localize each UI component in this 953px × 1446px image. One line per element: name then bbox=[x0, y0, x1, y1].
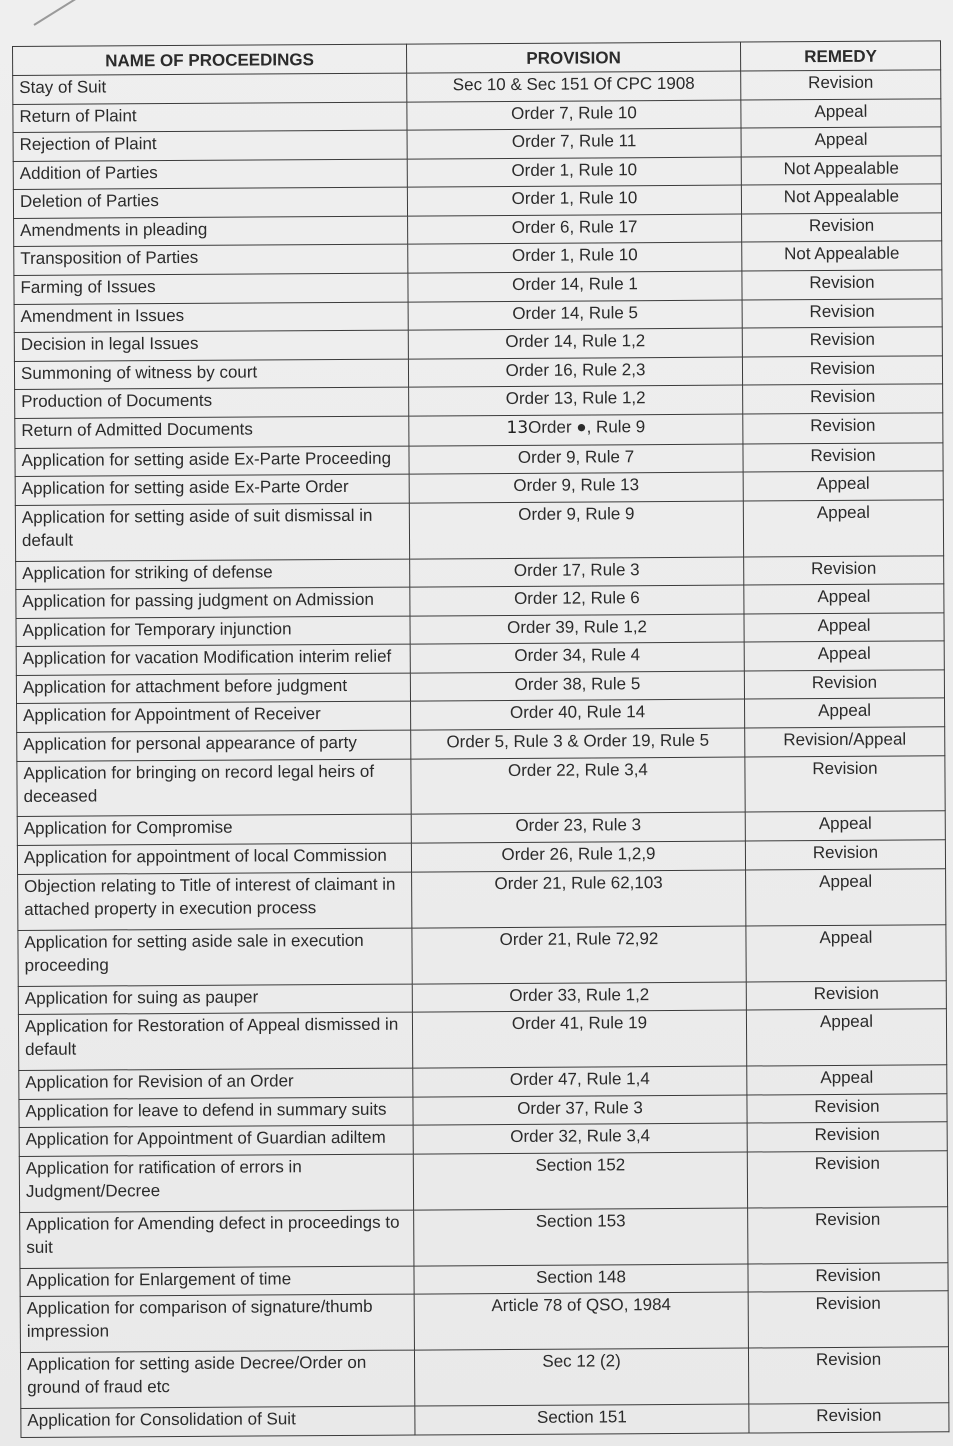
proceeding-name-cell: Stay of Suit bbox=[13, 73, 407, 104]
proceeding-name-cell: Application for comparison of signature/thumb impression bbox=[20, 1294, 414, 1352]
table-row bbox=[20, 1291, 948, 1353]
remedy-cell: Revision/Appeal bbox=[745, 727, 945, 757]
provision-cell: Order 1, Rule 10 bbox=[407, 185, 741, 216]
provision-cell: Order 14, Rule 5 bbox=[408, 300, 742, 331]
provision-cell: Order 1, Rule 10 bbox=[407, 157, 741, 188]
proceeding-name-cell: Amendment in Issues bbox=[14, 302, 408, 333]
provision-cell: Order 32, Rule 3,4 bbox=[413, 1123, 747, 1154]
proceedings-table bbox=[12, 40, 949, 1438]
remedy-cell: Appeal bbox=[741, 98, 941, 128]
proceeding-name-cell: Application for bringing on record legal heirs of deceased bbox=[17, 759, 411, 817]
provision-cell: Section 152 bbox=[413, 1152, 747, 1210]
provision-cell: Order 9, Rule 13 bbox=[409, 472, 743, 503]
remedy-cell: Appeal bbox=[741, 127, 941, 157]
proceeding-name-cell: Application for setting aside Ex-Parte Order bbox=[15, 474, 409, 505]
provision-text: Order ●, Rule 9 bbox=[528, 416, 646, 437]
provision-cell: Order 26, Rule 1,2,9 bbox=[411, 841, 745, 872]
proceeding-name-cell: Application for Restoration of Appeal dismissed in default bbox=[18, 1012, 412, 1070]
remedy-cell: Revision bbox=[748, 1262, 948, 1292]
proceeding-name-cell: Application for Temporary injunction bbox=[16, 616, 410, 647]
remedy-cell: Appeal bbox=[745, 811, 945, 841]
remedy-cell: Revision bbox=[742, 298, 942, 328]
provision-cell: Order 9, Rule 7 bbox=[409, 444, 743, 475]
remedy-cell: Revision bbox=[746, 980, 946, 1010]
proceeding-name-cell: Amendments in pleading bbox=[14, 216, 408, 247]
table-row bbox=[15, 499, 943, 561]
remedy-cell: Revision bbox=[743, 384, 943, 414]
proceeding-name-cell: Application for Revision of an Order bbox=[19, 1068, 413, 1099]
provision-cell: Order 16, Rule 2,3 bbox=[408, 357, 742, 388]
provision-cell: Order 23, Rule 3 bbox=[411, 813, 745, 844]
proceeding-name-cell: Application for striking of defense bbox=[16, 559, 410, 590]
remedy-cell: Revision bbox=[747, 1093, 947, 1123]
remedy-cell: Revision bbox=[742, 213, 942, 243]
table-row bbox=[18, 924, 946, 986]
provision-cell: Section 153 bbox=[414, 1208, 748, 1266]
provision-cell: Order 1, Rule 10 bbox=[408, 242, 742, 273]
remedy-cell: Revision bbox=[743, 442, 943, 472]
remedy-cell: Revision bbox=[744, 670, 944, 700]
proceeding-name-cell: Objection relating to Title of interest of claimant in attached property in execution process bbox=[18, 872, 412, 930]
table-body bbox=[13, 70, 949, 1438]
remedy-cell: Not Appealable bbox=[742, 241, 942, 271]
table-row bbox=[19, 1151, 947, 1213]
provision-cell: Order 6, Rule 17 bbox=[408, 214, 742, 245]
remedy-cell: Appeal bbox=[743, 499, 943, 556]
proceeding-name-cell: Application for Consolidation of Suit bbox=[21, 1406, 415, 1437]
proceeding-name-cell: Application for appointment of local Commission bbox=[17, 843, 411, 874]
provision-cell: Article 78 of QSO, 1984 bbox=[414, 1292, 748, 1350]
remedy-cell: Revision bbox=[749, 1403, 949, 1433]
provision-cell: Order 5, Rule 3 & Order 19, Rule 5 bbox=[411, 728, 745, 759]
proceeding-name-cell: Application for personal appearance of party bbox=[17, 730, 411, 761]
provision-cell: Section 151 bbox=[415, 1404, 749, 1435]
proceeding-name-cell: Application for setting aside Ex-Parte Proceeding bbox=[15, 446, 409, 477]
remedy-cell: Revision bbox=[748, 1291, 948, 1348]
provision-cell: Order 21, Rule 62,103 bbox=[412, 870, 746, 928]
proceeding-name-cell: Application for vacation Modification interim relief bbox=[16, 644, 410, 675]
remedy-cell: Appeal bbox=[747, 1065, 947, 1095]
provision-cell: Order 33, Rule 1,2 bbox=[412, 982, 746, 1013]
remedy-cell: Revision bbox=[748, 1206, 948, 1263]
provision-cell: Order 37, Rule 3 bbox=[413, 1095, 747, 1126]
remedy-cell: Appeal bbox=[746, 868, 946, 925]
remedy-cell: Appeal bbox=[743, 471, 943, 501]
remedy-cell: Revision bbox=[741, 70, 941, 100]
proceeding-name-cell: Application for leave to defend in summary suits bbox=[19, 1097, 413, 1128]
provision-cell: Sec 10 & Sec 151 Of CPC 1908 bbox=[407, 71, 741, 102]
provision-cell: Order 14, Rule 1 bbox=[408, 271, 742, 302]
proceeding-name-cell: Deletion of Parties bbox=[13, 187, 407, 218]
header-provision: PROVISION bbox=[406, 42, 740, 73]
provision-cell: Order 12, Rule 6 bbox=[410, 585, 744, 616]
handwritten-note: 13 bbox=[506, 417, 529, 438]
remedy-cell: Revision bbox=[742, 270, 942, 300]
proceeding-name-cell: Application for suing as pauper bbox=[18, 984, 412, 1015]
header-name-of-proceedings: NAME OF PROCEEDINGS bbox=[13, 44, 407, 75]
proceeding-name-cell: Transposition of Parties bbox=[14, 244, 408, 275]
header-remedy: REMEDY bbox=[740, 41, 940, 71]
proceeding-name-cell: Application for setting aside sale in execution proceeding bbox=[18, 928, 412, 986]
proceeding-name-cell: Application for setting aside Decree/Order on ground of fraud etc bbox=[20, 1350, 414, 1408]
provision-cell: Order 22, Rule 3,4 bbox=[411, 757, 745, 815]
proceeding-name-cell: Decision in legal Issues bbox=[14, 330, 408, 361]
remedy-cell: Revision bbox=[742, 355, 942, 385]
remedy-cell: Appeal bbox=[744, 641, 944, 671]
proceeding-name-cell: Application for setting aside of suit dismissal in default bbox=[15, 503, 409, 561]
proceeding-name-cell: Application for passing judgment on Admission bbox=[16, 587, 410, 618]
provision-cell: Order 38, Rule 5 bbox=[410, 671, 744, 702]
provision-cell: Order 39, Rule 1,2 bbox=[410, 614, 744, 645]
remedy-cell: Revision bbox=[747, 1122, 947, 1152]
remedy-cell: Appeal bbox=[744, 613, 944, 643]
proceeding-name-cell: Summoning of witness by court bbox=[14, 359, 408, 390]
proceeding-name-cell: Return of Admitted Documents bbox=[15, 416, 409, 448]
remedy-cell: Appeal bbox=[745, 698, 945, 728]
provision-cell: Order 14, Rule 1,2 bbox=[408, 328, 742, 359]
table-row bbox=[18, 868, 946, 930]
proceeding-name-cell: Application for Appointment of Guardian adiltem bbox=[19, 1125, 413, 1156]
proceeding-name-cell: Return of Plaint bbox=[13, 102, 407, 133]
provision-cell: Order 7, Rule 11 bbox=[407, 128, 741, 159]
provision-cell bbox=[409, 414, 743, 446]
remedy-cell: Revision bbox=[747, 1151, 947, 1208]
proceeding-name-cell: Application for Compromise bbox=[17, 815, 411, 846]
provision-cell: Order 41, Rule 19 bbox=[412, 1010, 746, 1068]
provision-cell: Order 21, Rule 72,92 bbox=[412, 926, 746, 984]
remedy-cell: Revision bbox=[745, 840, 945, 870]
proceeding-name-cell: Addition of Parties bbox=[13, 159, 407, 190]
remedy-cell: Appeal bbox=[744, 584, 944, 614]
remedy-cell: Revision bbox=[744, 555, 944, 585]
provision-cell: Sec 12 (2) bbox=[414, 1348, 748, 1406]
table-row bbox=[20, 1206, 948, 1268]
table-row bbox=[20, 1347, 948, 1409]
provision-cell: Order 13, Rule 1,2 bbox=[409, 385, 743, 416]
provision-cell: Order 9, Rule 9 bbox=[409, 501, 743, 559]
proceeding-name-cell: Rejection of Plaint bbox=[13, 130, 407, 161]
proceeding-name-cell: Production of Documents bbox=[15, 387, 409, 418]
provision-cell: Order 7, Rule 10 bbox=[407, 100, 741, 131]
proceeding-name-cell: Farming of Issues bbox=[14, 273, 408, 304]
remedy-cell: Revision bbox=[745, 755, 945, 812]
remedy-cell: Appeal bbox=[746, 1009, 946, 1066]
pen-mark bbox=[33, 0, 85, 26]
remedy-cell: Revision bbox=[743, 413, 943, 444]
proceeding-name-cell: Application for Amending defect in proceedings to suit bbox=[20, 1210, 414, 1268]
remedy-cell: Not Appealable bbox=[741, 156, 941, 186]
provision-cell: Order 17, Rule 3 bbox=[410, 557, 744, 588]
proceeding-name-cell: Application for Enlargement of time bbox=[20, 1266, 414, 1297]
provision-cell: Section 148 bbox=[414, 1264, 748, 1295]
provision-cell: Order 47, Rule 1,4 bbox=[413, 1066, 747, 1097]
table-row bbox=[21, 1403, 949, 1438]
proceeding-name-cell: Application for attachment before judgment bbox=[16, 673, 410, 704]
provision-cell: Order 34, Rule 4 bbox=[410, 642, 744, 673]
proceeding-name-cell: Application for ratification of errors in Judgment/Decree bbox=[19, 1154, 413, 1212]
provision-cell: Order 40, Rule 14 bbox=[411, 699, 745, 730]
remedy-cell: Appeal bbox=[746, 924, 946, 981]
proceeding-name-cell: Application for Appointment of Receiver bbox=[17, 701, 411, 732]
table-row bbox=[18, 1009, 946, 1071]
remedy-cell: Revision bbox=[748, 1347, 948, 1404]
remedy-cell: Revision bbox=[742, 327, 942, 357]
remedy-cell: Not Appealable bbox=[741, 184, 941, 214]
table-row bbox=[17, 755, 945, 817]
